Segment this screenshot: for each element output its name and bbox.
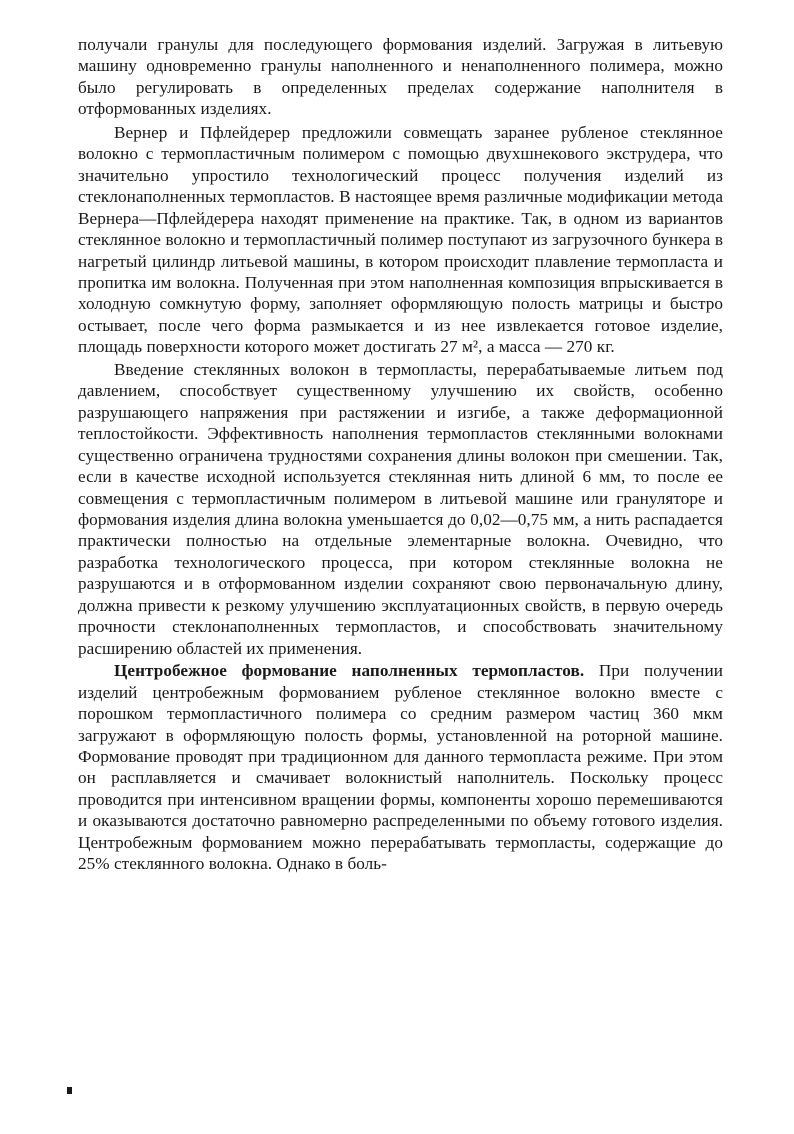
scan-artifact-mark <box>67 1087 72 1094</box>
section-heading: Центробежное формование наполненных термопластов. <box>114 661 585 681</box>
paragraph-centrifugal-molding <box>78 660 723 875</box>
document-page <box>78 34 723 875</box>
paragraph-continuation: получали гранулы для последующего формования изделий. Загружая в литьевую машину одновременно гранулы наполненного и ненаполненного полимера, можно было регулировать в определенных пределах содержание наполнителя в отформованных изделиях. <box>78 35 723 119</box>
paragraph-werner-pfleiderer: Вернер и Пфлейдерер предложили совмещать заранее рубленое стеклянное волокно с термопластичным полимером с помощью двухшнекового экструдера, что значительно упростило технологический процесс получения изделий из стеклонаполненных термопластов. В настоящее время различные модификации метода Вернера—Пфлейдерера находят применение на практике. Так, в одном из вариантов стеклянное волокно и термопластичный полимер поступают из загрузочного бункера в нагретый цилиндр литьевой машины, в котором происходит плавление термопласта и пропитка им волокна. Полученная при этом наполненная композиция впрыскивается в холодную сомкнутую форму, заполняет оформляющую полость матрицы и быстро остывает, после чего форма размыкается и из нее извлекается готовое изделие, площадь поверхности которого может достигать 27 м², а масса — 270 кг. <box>78 122 723 357</box>
section-body-text: При получении изделий центробежным формованием рубленое стеклянное волокно вместе с порошком термопластичного полимера со средним размером частиц 360 мкм загружают в оформляющую полость формы, установленной на роторной машине. Формование проводят при традиционном для данного термопласта режиме. При этом он расплавляется и смачивает волокнистый наполнитель. Поскольку процесс проводится при интенсивном вращении формы, компоненты хорошо перемешиваются и оказываются достаточно равномерно распределенными по объему готового изделия. Центробежным формованием можно перерабатывать термопласты, содержащие до 25% стеклянного волокна. Однако в боль- <box>78 661 723 874</box>
paragraph-glass-fiber-introduction: Введение стеклянных волокон в термопласты, перерабатываемые литьем под давлением, способствует существенному улучшению их свойств, особенно разрушающего напряжения при растяжении и изгибе, а также деформационной теплостойкости. Эффективность наполнения термопластов стеклянными волокнами существенно ограничена трудностями сохранения длины волокон при смешении. Так, если в качестве исходной используется стеклянная нить длиной 6 мм, то после ее совмещения с термопластичным полимером в литьевой машине или грануляторе и формования изделия длина волокна уменьшается до 0,02—0,75 мм, а нить распадается практически полностью на отдельные элементарные волокна. Очевидно, что разработка технологического процесса, при котором стеклянные волокна не разрушаются и в отформованном изделии сохраняют свою первоначальную длину, должна привести к резкому улучшению эксплуатационных свойств, в первую очередь прочности стеклонаполненных термопластов, и способствовать значительному расширению областей их применения. <box>78 359 723 658</box>
